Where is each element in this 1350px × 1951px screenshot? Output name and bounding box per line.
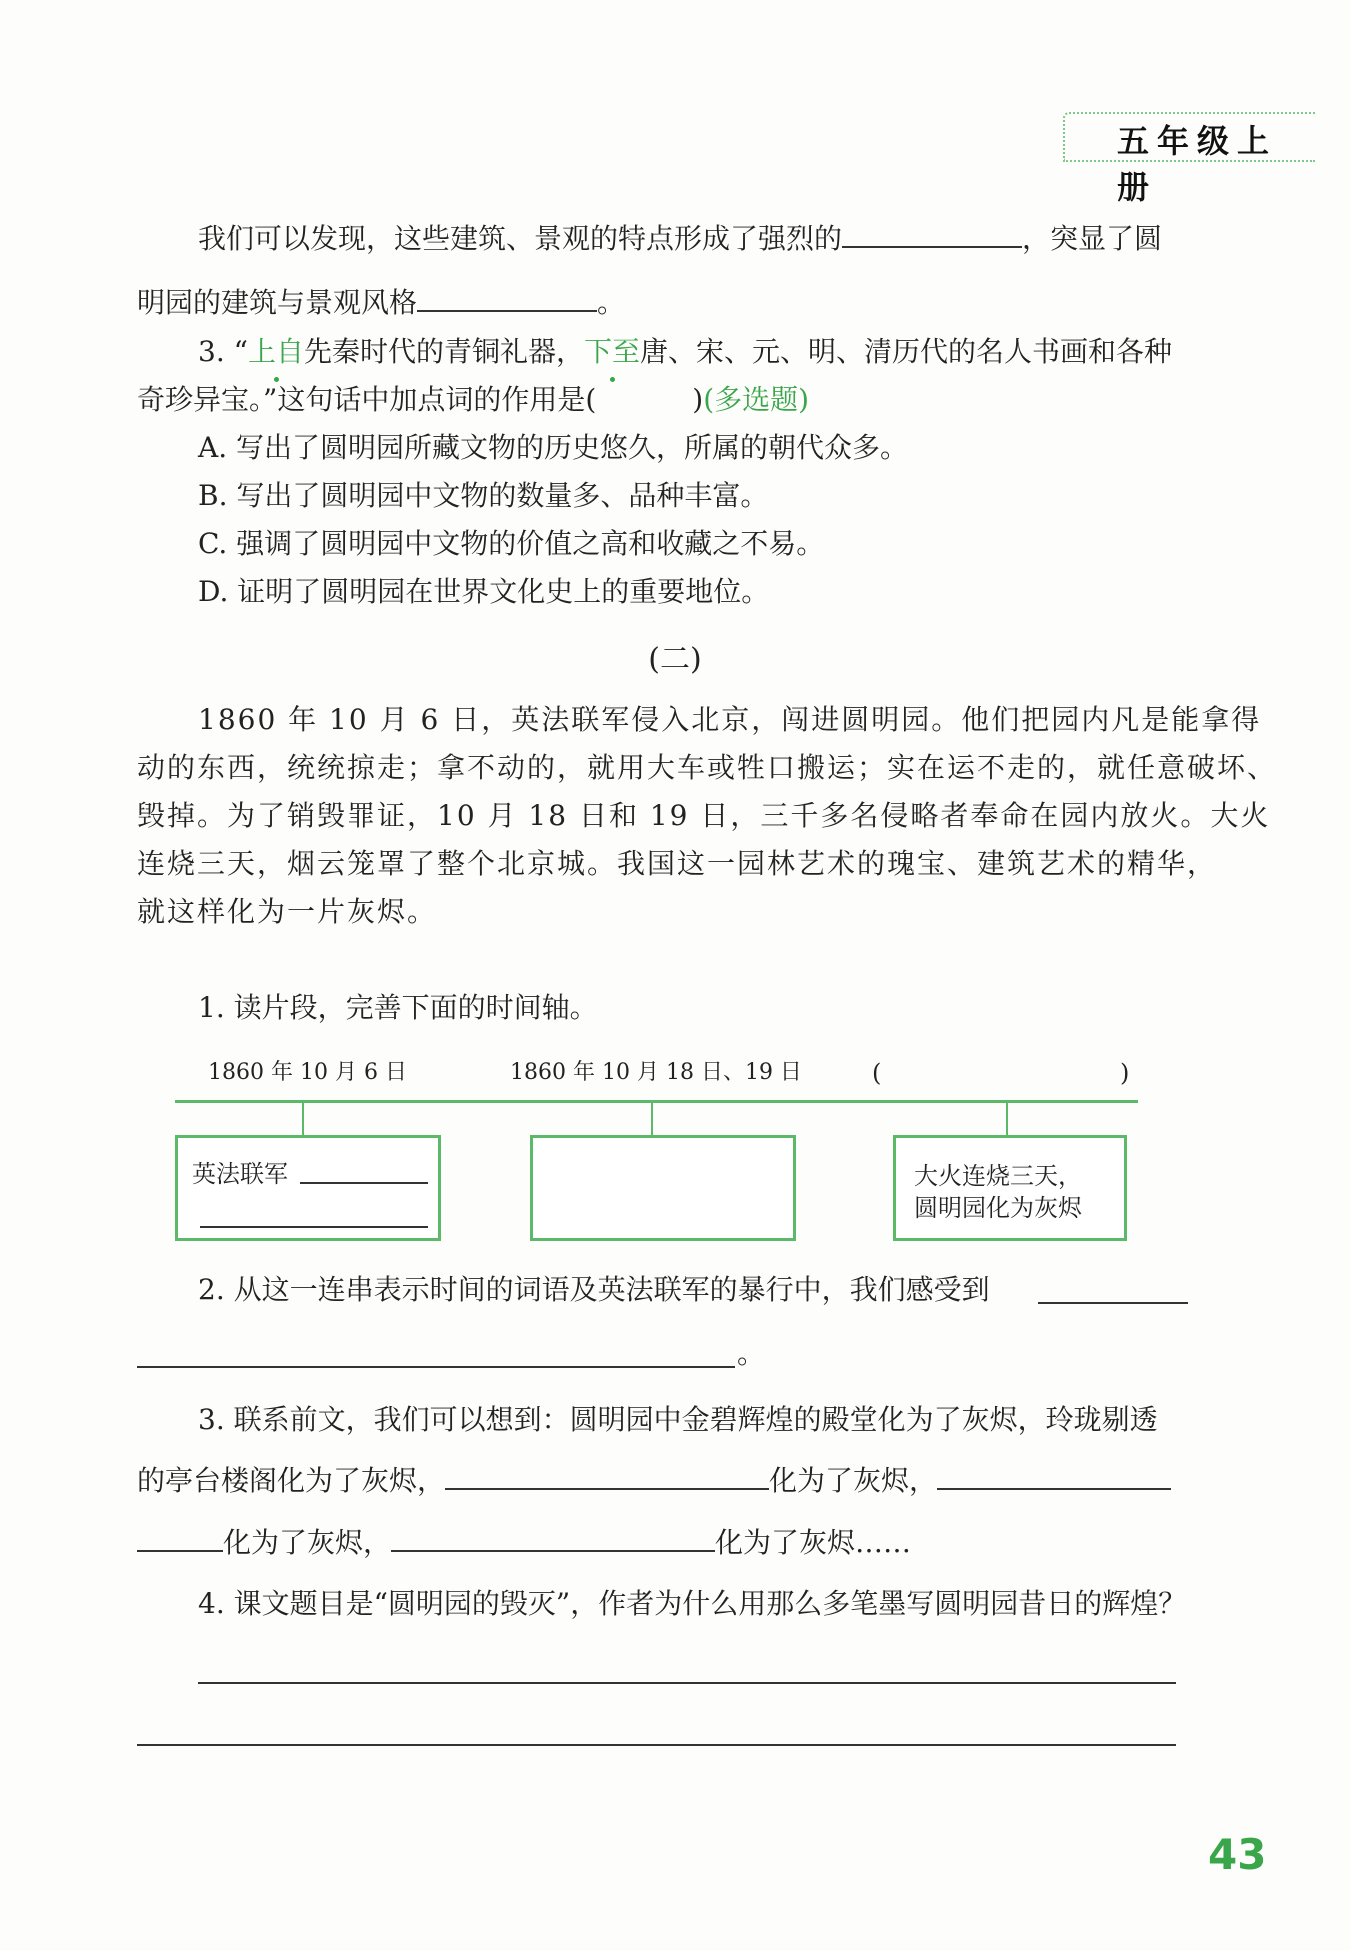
- timeline-tick-3: [1006, 1101, 1008, 1135]
- q4-text: 4. 课文题目是“圆明园的毁灭”，作者为什么用那么多笔墨写圆明园昔日的辉煌？: [198, 1587, 1187, 1620]
- q3b-blank-2[interactable]: [937, 1460, 1171, 1490]
- timeline-tick-2: [651, 1101, 653, 1135]
- passage-line-5: 就这样化为一片灰烬。: [137, 895, 438, 928]
- q3b-line-3-end: 化为了灰烬……: [715, 1526, 912, 1559]
- multi-choice-tag: (多选题): [703, 383, 810, 416]
- q3b-line-2-mid: 化为了灰烬，: [769, 1464, 938, 1497]
- timeline-box-1: [175, 1135, 441, 1241]
- para-line-2-post: 。: [597, 286, 626, 319]
- timeline-date-3-blank[interactable]: [892, 1053, 1112, 1093]
- q3b-blank-3[interactable]: [391, 1522, 715, 1552]
- timeline-date-3-close: ): [1120, 1059, 1130, 1087]
- box-1-label: 英法联军: [192, 1160, 288, 1188]
- option-a[interactable]: [198, 428, 908, 468]
- option-b-text: 写出了圆明园中文物的数量多、品种丰富。: [236, 479, 769, 512]
- q3-mid-1: 先秦时代的青铜礼器，: [303, 335, 584, 368]
- option-d-letter: D.: [198, 575, 229, 608]
- q4-answer-line-1[interactable]: [198, 1682, 1176, 1684]
- option-d[interactable]: [198, 572, 769, 612]
- blank-style[interactable]: [417, 282, 597, 312]
- option-c-letter: C.: [198, 527, 228, 560]
- timeline-date-2: 1860 年 10 月 18 日、19 日: [510, 1060, 802, 1085]
- q2-blank-1[interactable]: [1038, 1302, 1188, 1304]
- option-b[interactable]: [198, 476, 768, 516]
- q3b-line-3-mid: 化为了灰烬，: [223, 1526, 392, 1559]
- passage-line-3: 毁掉。为了销毁罪证，10 月 18 日和 19 日，三千多名侵略者奉命在园内放火。大火: [137, 799, 1271, 832]
- passage-line-2: 动的东西，统统掠走；拿不动的，就用大车或牲口搬运；实在运不走的，就任意破坏、: [137, 751, 1278, 784]
- timeline-axis: [175, 1100, 1138, 1103]
- para-line-2: [137, 282, 625, 323]
- option-a-letter: A.: [198, 431, 228, 464]
- q3b-line-2: [137, 1460, 1171, 1501]
- timeline-date-1: 1860 年 10 月 6 日: [208, 1060, 407, 1085]
- q3b-line-3: [137, 1522, 911, 1563]
- q3-line-2: [137, 380, 809, 420]
- q2-blank-2[interactable]: [137, 1366, 735, 1368]
- q3b-blank-2-cont[interactable]: [137, 1522, 223, 1552]
- option-c[interactable]: [198, 524, 824, 564]
- q3-open-quote: “: [233, 335, 248, 368]
- box-1-blank-1[interactable]: [300, 1182, 428, 1184]
- para-line-1: [198, 218, 1162, 259]
- grade-label: 五年级上册: [1117, 122, 1278, 206]
- option-d-text: 证明了圆明园在世界文化史上的重要地位。: [237, 575, 770, 608]
- para-line-1-post: ，突显了圆: [1022, 222, 1163, 255]
- q3-line-1: [198, 332, 1172, 372]
- passage-line-4: 连烧三天，烟云笼罩了整个北京城。我国这一园林艺术的瑰宝、建筑艺术的精华，: [137, 847, 1218, 880]
- option-c-text: 强调了圆明园中文物的价值之高和收藏之不易。: [236, 527, 825, 560]
- page-number: 43: [1208, 1830, 1267, 1879]
- option-a-text: 写出了圆明园所藏文物的历史悠久，所属的朝代众多。: [236, 431, 909, 464]
- timeline-tick-1: [302, 1101, 304, 1135]
- q3b-line-1: 3. 联系前文，我们可以想到：圆明园中金碧辉煌的殿堂化为了灰烬，玲珑剔透: [198, 1403, 1158, 1436]
- timeline-box-2[interactable]: [530, 1135, 796, 1241]
- q3-number: 3.: [198, 335, 225, 368]
- option-b-letter: B.: [198, 479, 228, 512]
- q3-line-2-pre: 奇珍异宝。”这句话中加点词的作用是(: [137, 383, 597, 416]
- blank-contrast[interactable]: [842, 218, 1022, 248]
- para-line-1-pre: 我们可以发现，这些建筑、景观的特点形成了强烈的: [198, 222, 843, 255]
- q2-end: 。: [737, 1337, 766, 1370]
- box-3-line-2: 圆明园化为灰烬: [914, 1194, 1082, 1222]
- q3b-line-2-pre: 的亭台楼阁化为了灰烬，: [137, 1464, 446, 1497]
- section-title: (二): [648, 642, 702, 677]
- q1-text: 1. 读片段，完善下面的时间轴。: [198, 991, 598, 1024]
- box-1-blank-2[interactable]: [200, 1226, 428, 1228]
- box-3-line-1: 大火连烧三天，: [914, 1162, 1082, 1190]
- para-line-2-pre: 明园的建筑与景观风格: [137, 286, 418, 319]
- q3b-blank-1[interactable]: [445, 1460, 769, 1490]
- grade-tag: [1063, 112, 1315, 206]
- dotted-word-xiazhi: 下至: [584, 332, 640, 372]
- timeline-date-3-open: (: [872, 1059, 882, 1087]
- dotted-word-shangzi: 上自: [248, 332, 304, 372]
- timeline-box-3: [893, 1135, 1127, 1241]
- q3-mid-2: 唐、宋、元、明、清历代的名人书画和各种: [640, 335, 1173, 368]
- q3-paren-close: ): [692, 383, 704, 416]
- passage-line-1: 1860 年 10 月 6 日，英法联军侵入北京，闯进圆明园。他们把园内凡是能拿得: [198, 703, 1262, 736]
- q4-answer-line-2[interactable]: [137, 1744, 1176, 1746]
- q2-text: 2. 从这一连串表示时间的词语及英法联军的暴行中，我们感受到: [198, 1273, 990, 1306]
